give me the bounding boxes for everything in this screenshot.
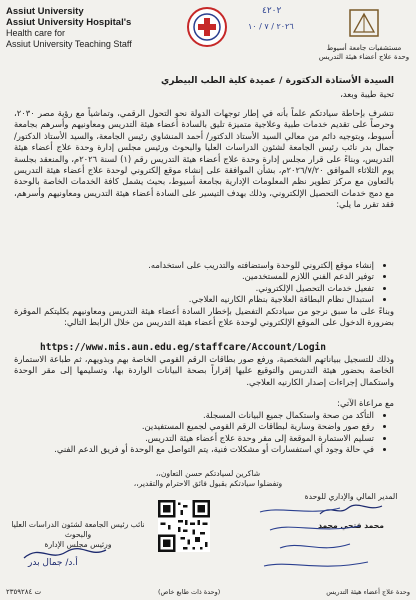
list-item: • رفع صور واضحة وسارية لبطاقات الرقم القومي لجميع المستفيدين. xyxy=(14,421,374,432)
english-letterhead xyxy=(6,6,196,50)
decisions-list xyxy=(14,260,388,306)
signature-title: المدير المالي والإداري للوحدة xyxy=(304,492,398,501)
university-name-en: Assiut University xyxy=(6,6,84,17)
staff-line-en: Assiut University Teaching Staff xyxy=(6,39,132,49)
requirements-title: مع مراعاة الآتي: xyxy=(337,398,394,408)
handwritten-notes-icon xyxy=(250,502,380,582)
qr-code-icon xyxy=(158,500,210,552)
registration-link[interactable]: https://www.mis.aun.edu.eg/staffcare/Account/Login xyxy=(40,342,326,353)
footer-unit-name: وحدة علاج أعضاء هيئة التدريس xyxy=(326,588,410,596)
reference-date: ٢٠٢٦ / ٧ / ١٠ xyxy=(248,22,294,31)
closing-regards: وتفضلوا سيادتكم بقبول فائق الاحترام والتقدير،، xyxy=(133,479,283,488)
hospital-name-ar: مستشفيات جامعة أسيوط xyxy=(326,44,402,52)
greeting: تحية طيبة وبعد، xyxy=(340,89,394,99)
arabic-letterhead xyxy=(318,6,410,62)
unit-line-en: Health care for xyxy=(6,28,66,38)
hospital-name-en: Assiut University Hospital's xyxy=(6,17,132,28)
signature-name: أ.د/ جمال بدر xyxy=(28,558,78,568)
request-paragraph: وبناءً على ما سبق نرجو من سيادتكم التفضيل بإخطار السادة أعضاء هيئة التدريس ومعاونيهم بكليتكم الموقرة بضرورة الدخول على الموقع الإلكتروني لوحدة علاج أعضاء هيئة التدريس من خلال الرابط التالي: xyxy=(14,306,394,328)
closing-thanks: شاكرين لسيادتكم حسن التعاون،، xyxy=(155,469,261,478)
list-item: • التأكد من صحة واستكمال جميع البيانات المسجلة. xyxy=(14,410,374,421)
signature-name: محمد فتحي محمد xyxy=(318,521,384,530)
signature-title: نائب رئيس الجامعة لشئون الدراسات العليا والبحوث xyxy=(11,520,145,539)
addressee: السيدة الأستاذة الدكتورة / عميدة كلية الطب البيطري xyxy=(161,76,394,86)
reference-number: ٤٢٠٢ xyxy=(262,6,282,16)
hospital-logo-icon xyxy=(186,6,228,48)
list-item: • استبدال نظام البطاقة العلاجية بنظام الكارنيه العلاجي. xyxy=(14,294,374,305)
university-emblem-icon xyxy=(344,6,384,40)
intro-paragraph: نتشرف بإحاطة سيادتكم علماً بأنه في إطار توجهات الدولة نحو التحول الرقمي، وتماشياً مع رؤية مصر ٢٠٣٠، وحرصاً على تقديم خدمات طبية وعلاجية متميزة تليق بالسادة أعضاء هيئة التدريس ومعاونيهم وأسرهم بجامعة أسيوط، وبتوجيه دائم من معالي السيد الأستاذ الدكتور/ أحمد المنشاوي رئيس الجامعة، والسيد الأستاذ الدكتور/ جمال بدر نائب رئيس الجامعة لشئون الدراسات العليا والبحوث ورئيس مجلس إدارة وحدة علاج أعضاء هيئة التدريس، وبناءً على قرار مجلس إدارة وحدة علاج أعضاء هيئة التدريس رقم (١) لسنة ٢٠٢٦م، والمنعقد بجلسة يوم الثلاثاء الموافق ٢٠٢٦/٧/٢٠م، بشأن الموافقة على إنشاء موقع إلكتروني لوحدة علاج أعضاء هيئة التدريس بالتعاون مع مركز تطوير نظم المعلومات الإدارية بجامعة أسيوط، بحيث يشمل كافة الخدمات الخاصة بالوحدة مع دمج خدمات التحصيل الإلكتروني، وذلك بهدف التيسير على السادة أعضاء هيئة التدريس ومعاونيهم وأسرهم، فقد تقرر ما يلي: xyxy=(14,108,394,210)
list-item: • إنشاء موقع إلكتروني للوحدة واستضافته والتدريب على استخدامه. xyxy=(14,260,374,271)
list-item: • تسليم الاستمارة الموقعة إلى مقر وحدة علاج أعضاء هيئة التدريس. xyxy=(14,433,374,444)
footer-note: (وحدة ذات طابع خاص) xyxy=(158,588,221,596)
list-item: • تفعيل خدمات التحصيل الإلكتروني. xyxy=(14,283,374,294)
requirements-list xyxy=(14,410,388,456)
list-item: • في حالة وجود أي استفسارات أو مشكلات فنية، يتم التواصل مع الوحدة أو فريق الدعم الفني. xyxy=(14,444,374,455)
unit-name-ar: وحدة علاج أعضاء هيئة التدريس xyxy=(318,53,410,61)
signature-subtitle: ورئيس مجلس الإدارة xyxy=(44,540,112,549)
list-item: • توفير الدعم الفني اللازم للمستخدمين. xyxy=(14,271,374,282)
footer-phone: ت ٢٣٥٩٢٨٤ xyxy=(6,588,42,596)
instructions-paragraph: وذلك للتسجيل ببياناتهم الشخصية، ورفع صور بطاقات الرقم القومي الخاصة بهم وبذويهم، ثم طباعة الاستمارة الخاصة بحضور هيئة التدريس والتوقيع عليها إقراراً بصحة البيانات الواردة بها، وتسليمها إلى مقر الوحدة واستكمال إجراءات إصدار الكارنيه العلاجي. xyxy=(14,354,394,387)
